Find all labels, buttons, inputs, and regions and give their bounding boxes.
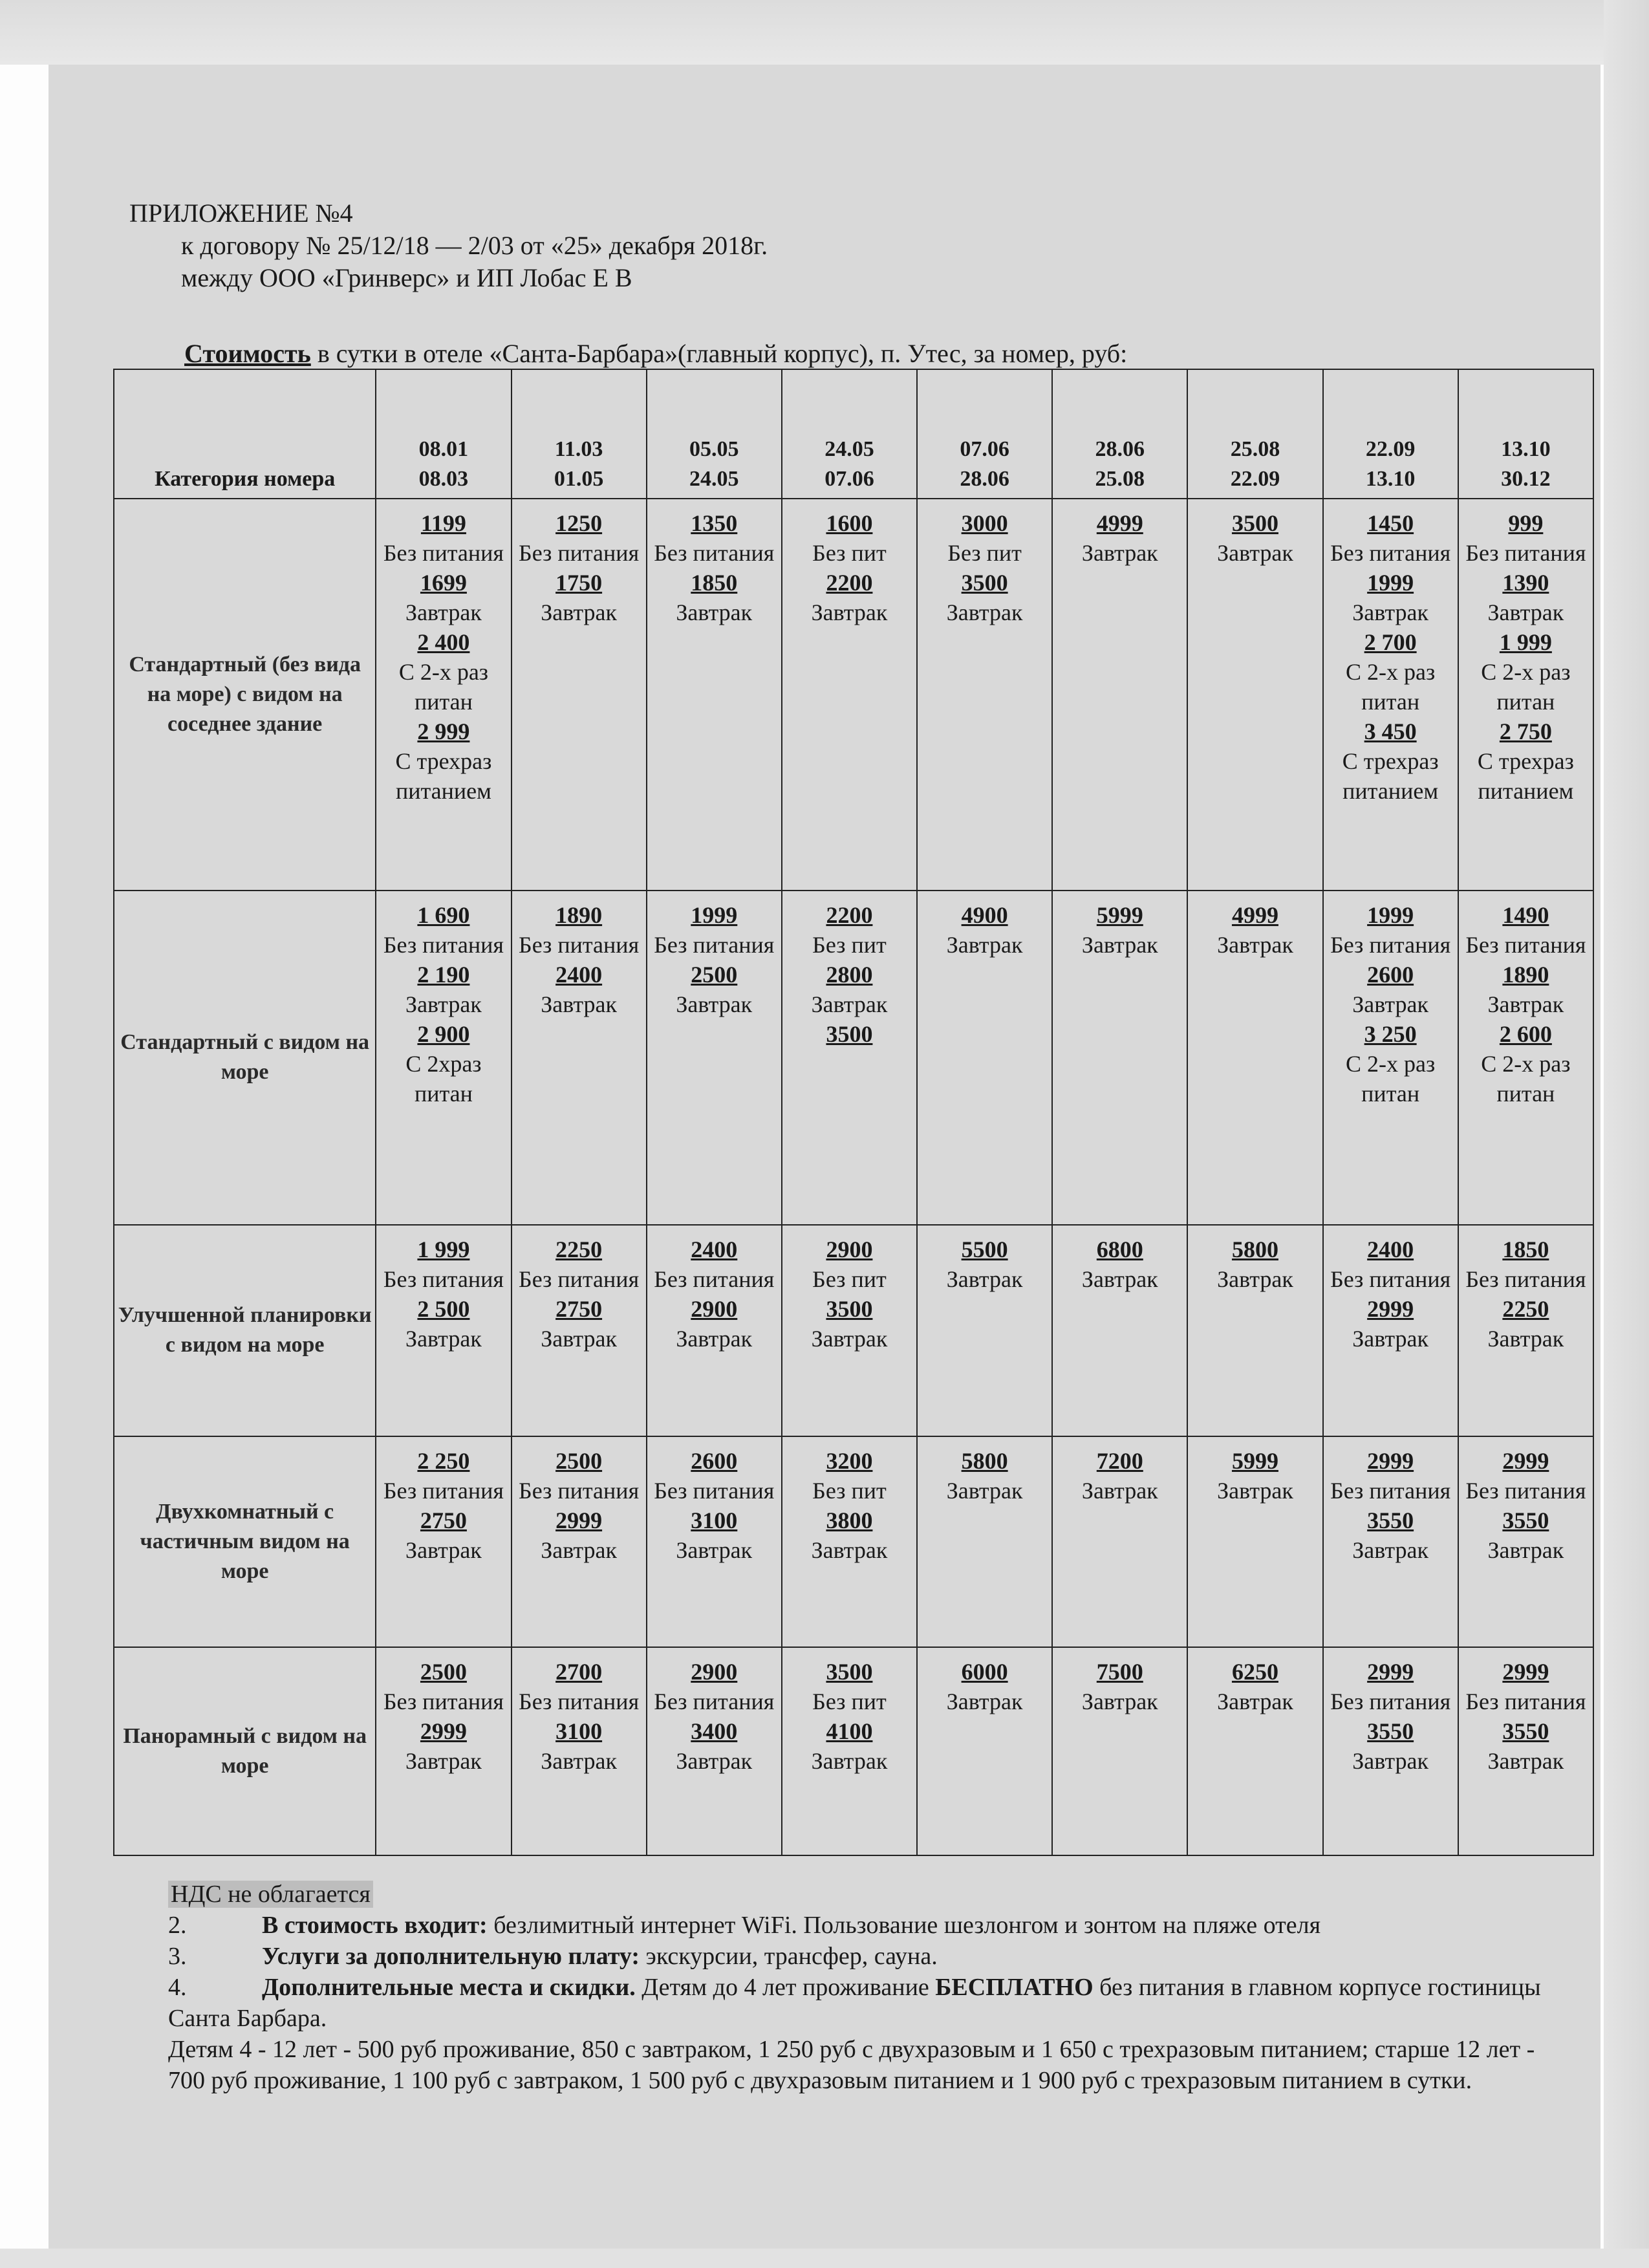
meal-plan: С трехраз питанием: [395, 748, 492, 804]
price-value: 2900: [691, 1295, 738, 1322]
price-cell: [1458, 499, 1593, 891]
price-value: 2400: [555, 962, 603, 988]
price-value: 2250: [1502, 1295, 1549, 1322]
period-from: 08.01: [418, 437, 469, 461]
price-value: 1390: [1502, 570, 1549, 596]
price-cell: [917, 499, 1052, 891]
meal-plan: С 2-х раз питан: [1346, 659, 1436, 715]
meal-plan: Без питания: [1330, 540, 1451, 566]
price-value: 3400: [691, 1718, 738, 1745]
category-header: Категория номера: [114, 369, 376, 499]
meal-plan: Завтрак: [405, 1537, 482, 1563]
price-value: 1850: [691, 570, 738, 596]
price-cell: [1458, 1647, 1593, 1855]
period-to: 30.12: [1501, 467, 1551, 491]
document-footer: [168, 1879, 1552, 2096]
meal-plan: Без пит: [812, 540, 887, 566]
meal-plan: Завтрак: [1487, 1325, 1564, 1352]
period-header: [1458, 369, 1593, 499]
price-cell: [1052, 891, 1187, 1225]
price-value: 1699: [420, 570, 467, 596]
contract-reference: к договору № 25/12/18 — 2/03 от «25» декабря 2018г.: [181, 231, 768, 260]
meal-plan: Без питания: [1330, 1477, 1451, 1504]
meal-plan: Без питания: [1465, 540, 1586, 566]
scan-border-right: [1604, 0, 1649, 2268]
meal-plan: Завтрак: [405, 599, 482, 625]
scan-border-top: [0, 0, 1649, 65]
meal-plan: Без питания: [383, 1266, 504, 1292]
price-cell: [647, 1225, 782, 1436]
footer-item-number: 4.: [168, 1974, 187, 2001]
meal-plan: Без питания: [1465, 1477, 1586, 1504]
price-value: 5999: [1231, 1447, 1278, 1474]
price-value: 2400: [691, 1236, 738, 1262]
table-row: [114, 1647, 1593, 1855]
table-caption: [184, 338, 1127, 369]
price-value: 6000: [961, 1659, 1008, 1685]
price-cell: [1323, 1647, 1458, 1855]
price-value: 2900: [826, 1236, 873, 1262]
price-value: 3550: [1502, 1718, 1549, 1745]
meal-plan: Без питания: [519, 540, 640, 566]
table-header-row: [114, 369, 1593, 499]
footer-item-bold: Услуги за дополнительную плату:: [262, 1943, 640, 1970]
price-value: 1250: [555, 510, 603, 536]
table-row: [114, 1225, 1593, 1436]
period-header: [1052, 369, 1187, 499]
meal-plan: Без пит: [812, 1266, 887, 1292]
price-value: 2900: [691, 1659, 738, 1685]
price-value: 5800: [961, 1447, 1008, 1474]
table-row: [114, 891, 1593, 1225]
meal-plan: Завтрак: [811, 1748, 888, 1775]
period-to: 24.05: [689, 467, 739, 491]
period-from: 22.09: [1365, 437, 1416, 461]
period-header: [782, 369, 917, 499]
price-cell: [647, 499, 782, 891]
document-header: [129, 197, 768, 294]
meal-plan: Завтрак: [1217, 1266, 1293, 1292]
meal-plan: Завтрак: [1217, 540, 1293, 566]
meal-plan: Без питания: [383, 1477, 504, 1504]
price-value: 6250: [1231, 1659, 1278, 1685]
meal-plan: С 2-х раз питан: [1481, 659, 1571, 715]
meal-plan: Завтрак: [1352, 1325, 1429, 1352]
price-value: 2 900: [417, 1021, 470, 1048]
meal-plan: Завтрак: [1487, 599, 1564, 625]
price-cell: [1323, 1436, 1458, 1648]
price-value: 2 190: [417, 962, 470, 988]
footer-item-bold: В стоимость входит:: [262, 1912, 488, 1939]
footer-item-included: [168, 1910, 1552, 1941]
meal-plan: Завтрак: [1217, 1477, 1293, 1504]
scan-border-bottom: [0, 2249, 1649, 2268]
price-value: 3550: [1367, 1507, 1414, 1533]
price-value: 2 700: [1364, 629, 1417, 655]
price-value: 2 999: [417, 718, 470, 744]
price-cell: [1458, 1436, 1593, 1648]
meal-plan: Завтрак: [541, 599, 617, 625]
price-value: 2 600: [1499, 1021, 1552, 1048]
meal-plan: Завтрак: [676, 1537, 753, 1563]
price-value: 2400: [1367, 1236, 1414, 1262]
price-value: 3550: [1502, 1507, 1549, 1533]
price-value: 4100: [826, 1718, 873, 1745]
period-header: [1187, 369, 1322, 499]
price-value: 2750: [555, 1295, 603, 1322]
meal-plan: С 2-х раз питан: [1346, 1051, 1436, 1107]
price-value: 1850: [1502, 1236, 1549, 1262]
price-value: 3500: [826, 1659, 873, 1685]
price-cell: [512, 891, 647, 1225]
period-to: 08.03: [418, 467, 469, 491]
period-from: 13.10: [1501, 437, 1551, 461]
price-value: 4999: [1096, 510, 1143, 536]
room-category: Двухкомнатный с частичным видом на море: [114, 1436, 376, 1648]
price-value: 2600: [691, 1447, 738, 1474]
period-from: 07.06: [960, 437, 1009, 461]
footer-item-bold-free: БЕСПЛАТНО: [935, 1974, 1094, 2001]
meal-plan: Завтрак: [1081, 1266, 1158, 1292]
price-value: 2500: [555, 1447, 603, 1474]
meal-plan: Без питания: [654, 1477, 775, 1504]
price-value: 7500: [1096, 1659, 1143, 1685]
price-table: [113, 369, 1594, 1856]
meal-plan: Завтрак: [1352, 1537, 1429, 1563]
price-value: 4999: [1231, 902, 1278, 929]
room-category: Панорамный с видом на море: [114, 1647, 376, 1855]
price-value: 3200: [826, 1447, 873, 1474]
meal-plan: С 2-х раз питан: [1481, 1051, 1571, 1107]
meal-plan: Завтрак: [1217, 1689, 1293, 1715]
meal-plan: Завтрак: [1352, 991, 1429, 1018]
price-cell: [376, 1436, 511, 1648]
price-value: 3 450: [1364, 718, 1417, 744]
period-from: 24.05: [824, 437, 874, 461]
price-cell: [376, 891, 511, 1225]
period-header: [512, 369, 647, 499]
price-cell: [1187, 891, 1322, 1225]
meal-plan: Без пит: [812, 1689, 887, 1715]
price-value: 1750: [555, 570, 603, 596]
price-value: 1999: [691, 902, 738, 929]
period-to: 28.06: [960, 467, 1009, 491]
price-value: 3100: [555, 1718, 603, 1745]
price-cell: [376, 499, 511, 891]
meal-plan: С 2храз питан: [405, 1051, 482, 1107]
meal-plan: Завтрак: [541, 1537, 617, 1563]
price-value: 2500: [691, 962, 738, 988]
meal-plan: Завтрак: [676, 599, 753, 625]
price-value: 7200: [1096, 1447, 1143, 1474]
price-cell: [376, 1225, 511, 1436]
meal-plan: Без питания: [1465, 932, 1586, 958]
price-value: 1600: [826, 510, 873, 536]
meal-plan: Завтрак: [946, 1689, 1023, 1715]
footer-item-extra-paid: [168, 1941, 1552, 1972]
price-value: 2999: [1367, 1659, 1414, 1685]
price-cell: [1187, 1436, 1322, 1648]
meal-plan: Завтрак: [811, 599, 888, 625]
price-value: 2800: [826, 962, 873, 988]
price-value: 2999: [1502, 1659, 1549, 1685]
price-value: 1 690: [417, 902, 470, 929]
meal-plan: Завтрак: [676, 1325, 753, 1352]
price-value: 3500: [826, 1295, 873, 1322]
price-value: 1 999: [417, 1236, 470, 1262]
price-cell: [917, 891, 1052, 1225]
meal-plan: Завтрак: [1217, 932, 1293, 958]
period-to: 25.08: [1095, 467, 1145, 491]
price-value: 2750: [420, 1507, 467, 1533]
price-value: 3550: [1367, 1718, 1414, 1745]
price-cell: [512, 1436, 647, 1648]
price-value: 3500: [1231, 510, 1278, 536]
price-value: 2999: [1502, 1447, 1549, 1474]
price-cell: [512, 1225, 647, 1436]
price-value: 2500: [420, 1659, 467, 1685]
price-value: 2 250: [417, 1447, 470, 1474]
meal-plan: Завтрак: [811, 1537, 888, 1563]
price-value: 3800: [826, 1507, 873, 1533]
period-to: 13.10: [1365, 467, 1416, 491]
price-value: 2 750: [1499, 718, 1552, 744]
meal-plan: Без пит: [947, 540, 1022, 566]
meal-plan: Без питания: [519, 1689, 640, 1715]
price-value: 1450: [1367, 510, 1414, 536]
price-cell: [647, 891, 782, 1225]
price-value: 2999: [420, 1718, 467, 1745]
meal-plan: Завтрак: [1352, 599, 1429, 625]
price-cell: [782, 1436, 917, 1648]
price-cell: [1187, 499, 1322, 891]
price-value: 3500: [826, 1021, 873, 1048]
meal-plan: Без питания: [654, 1689, 775, 1715]
price-value: 1490: [1502, 902, 1549, 929]
meal-plan: Завтрак: [946, 599, 1023, 625]
meal-plan: Без питания: [383, 1689, 504, 1715]
meal-plan: Завтрак: [1081, 540, 1158, 566]
meal-plan: Завтрак: [1081, 1689, 1158, 1715]
price-cell: [1052, 499, 1187, 891]
price-value: 2200: [826, 570, 873, 596]
price-cell: [1323, 891, 1458, 1225]
meal-plan: Без питания: [654, 1266, 775, 1292]
meal-plan: Завтрак: [1487, 1537, 1564, 1563]
footer-item-text-2: без питания в главном корпусе гостиницы Санта Барбара.: [168, 1974, 1541, 2032]
footer-item-text: безлимитный интернет WiFi. Пользование шезлонгом и зонтом на пляже отеля: [487, 1912, 1321, 1939]
price-cell: [1323, 1225, 1458, 1436]
price-value: 1890: [555, 902, 603, 929]
price-value: 3000: [961, 510, 1008, 536]
period-header: [1323, 369, 1458, 499]
meal-plan: С трехраз питанием: [1477, 748, 1574, 804]
period-header: [376, 369, 511, 499]
meal-plan: Без питания: [1330, 1689, 1451, 1715]
table-body: [114, 499, 1593, 1855]
table-row: [114, 1436, 1593, 1648]
meal-plan: Завтрак: [676, 1748, 753, 1775]
price-value: 1199: [420, 510, 466, 536]
price-cell: [647, 1647, 782, 1855]
footer-item-text: экскурсии, трансфер, сауна.: [640, 1943, 938, 1970]
meal-plan: Без питания: [383, 932, 504, 958]
meal-plan: Завтрак: [946, 932, 1023, 958]
period-header: [647, 369, 782, 499]
price-value: 1999: [1367, 570, 1414, 596]
price-value: 2 500: [417, 1295, 470, 1322]
price-cell: [782, 1647, 917, 1855]
meal-plan: Завтрак: [1081, 1477, 1158, 1504]
meal-plan: Без пит: [812, 932, 887, 958]
price-value: 2 400: [417, 629, 470, 655]
meal-plan: Без питания: [519, 932, 640, 958]
price-value: 2999: [1367, 1295, 1414, 1322]
price-cell: [1187, 1647, 1322, 1855]
price-cell: [782, 891, 917, 1225]
price-cell: [1052, 1225, 1187, 1436]
room-category: Улучшенной планировки с видом на море: [114, 1225, 376, 1436]
price-value: 1 999: [1499, 629, 1552, 655]
footer-item-bold: Дополнительные места и скидки.: [262, 1974, 636, 2001]
footer-item-number: 2.: [168, 1912, 187, 1939]
meal-plan: Завтрак: [1487, 991, 1564, 1018]
price-cell: [917, 1225, 1052, 1436]
period-from: 05.05: [689, 437, 739, 461]
price-value: 2250: [555, 1236, 603, 1262]
price-value: 5999: [1096, 902, 1143, 929]
meal-plan: Завтрак: [811, 991, 888, 1018]
period-from: 25.08: [1230, 437, 1280, 461]
caption-label: Стоимость: [184, 339, 311, 368]
price-value: 1350: [691, 510, 738, 536]
price-cell: [917, 1436, 1052, 1648]
meal-plan: Без питания: [519, 1477, 640, 1504]
price-cell: [1458, 1225, 1593, 1436]
room-category: Стандартный (без вида на море) с видом на соседнее здание: [114, 499, 376, 891]
price-cell: [1187, 1225, 1322, 1436]
price-value: 2600: [1367, 962, 1414, 988]
meal-plan: Без пит: [812, 1477, 887, 1504]
period-from: 28.06: [1095, 437, 1145, 461]
meal-plan: Завтрак: [1081, 932, 1158, 958]
meal-plan: Без питания: [1330, 1266, 1451, 1292]
price-cell: [782, 499, 917, 891]
meal-plan: Завтрак: [1352, 1748, 1429, 1775]
caption-text: в сутки в отеле «Санта-Барбара»(главный корпус), п. Утес, за номер, руб:: [310, 339, 1128, 368]
price-value: 5800: [1231, 1236, 1278, 1262]
contract-parties: между ООО «Гринверс» и ИП Лобас Е В: [181, 263, 632, 292]
meal-plan: Завтрак: [405, 991, 482, 1018]
price-cell: [512, 1647, 647, 1855]
meal-plan: Завтрак: [541, 1325, 617, 1352]
price-value: 4900: [961, 902, 1008, 929]
price-value: 2999: [555, 1507, 603, 1533]
meal-plan: Без питания: [519, 1266, 640, 1292]
price-value: 5500: [961, 1236, 1008, 1262]
meal-plan: Завтрак: [405, 1748, 482, 1775]
price-cell: [1052, 1436, 1187, 1648]
meal-plan: Завтрак: [946, 1477, 1023, 1504]
price-cell: [512, 499, 647, 891]
vat-note: НДС не облагается: [168, 1881, 373, 1908]
meal-plan: Завтрак: [676, 991, 753, 1018]
price-value: 3 250: [1364, 1021, 1417, 1048]
footer-item-number: 3.: [168, 1943, 187, 1970]
price-value: 1890: [1502, 962, 1549, 988]
period-to: 07.06: [824, 467, 874, 491]
table-row: [114, 499, 1593, 891]
price-value: 2999: [1367, 1447, 1414, 1474]
room-category: Стандартный с видом на море: [114, 891, 376, 1225]
price-cell: [1052, 1647, 1187, 1855]
price-value: 2200: [826, 902, 873, 929]
meal-plan: Без питания: [1465, 1689, 1586, 1715]
meal-plan: Завтрак: [405, 1325, 482, 1352]
meal-plan: Завтрак: [1487, 1748, 1564, 1775]
price-value: 1999: [1367, 902, 1414, 929]
period-to: 01.05: [554, 467, 604, 491]
price-value: 2700: [555, 1659, 603, 1685]
period-from: 11.03: [554, 437, 603, 461]
price-value: 3500: [961, 570, 1008, 596]
price-cell: [1458, 891, 1593, 1225]
meal-plan: С 2-х раз питан: [398, 659, 489, 715]
meal-plan: Без питания: [654, 540, 775, 566]
price-value: 6800: [1096, 1236, 1143, 1262]
period-header: [917, 369, 1052, 499]
meal-plan: С трехраз питанием: [1342, 748, 1439, 804]
price-cell: [782, 1225, 917, 1436]
meal-plan: Завтрак: [541, 1748, 617, 1775]
children-pricing-paragraph: Детям 4 - 12 лет - 500 руб проживание, 850 с завтраком, 1 250 руб с двухразовым и 1 650 с трехразовым питанием; старше 12 лет - 700 руб проживание, 1 100 руб с завтраком, 1 500 руб с двухразовым питанием и 1 900 руб с трехразовым питанием в сутки.: [168, 2036, 1535, 2094]
price-cell: [647, 1436, 782, 1648]
meal-plan: Без питания: [1465, 1266, 1586, 1292]
meal-plan: Завтрак: [811, 1325, 888, 1352]
price-value: 999: [1508, 510, 1544, 536]
meal-plan: Завтрак: [946, 1266, 1023, 1292]
price-cell: [1323, 499, 1458, 891]
price-value: 3100: [691, 1507, 738, 1533]
footer-item-text: Детям до 4 лет проживание: [635, 1974, 936, 2001]
meal-plan: Завтрак: [541, 991, 617, 1018]
meal-plan: Без питания: [383, 540, 504, 566]
appendix-title: ПРИЛОЖЕНИЕ №4: [129, 199, 353, 228]
meal-plan: Без питания: [654, 932, 775, 958]
price-cell: [376, 1647, 511, 1855]
footer-item-discounts: [168, 1972, 1552, 2034]
period-to: 22.09: [1230, 467, 1280, 491]
price-cell: [917, 1647, 1052, 1855]
meal-plan: Без питания: [1330, 932, 1451, 958]
